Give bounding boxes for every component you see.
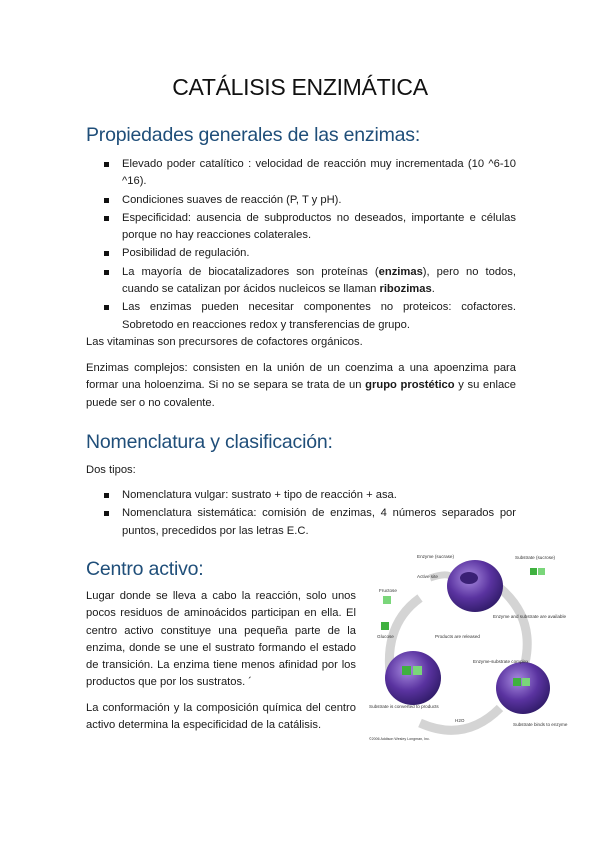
- list-item: Posibilidad de regulación.: [86, 245, 516, 262]
- paragraph-active-site: Lugar donde se lleva a cabo la reacción, solo unos pocos residuos de aminoácidos participan en ella. El centro activo constituye una pequeña parte de la enzima, donde se une el sustrato formando el estado de transición. La enzima tiene menos afinidad por los productos que por los sustratos. ´: [86, 590, 356, 689]
- sucrose-shape: [530, 568, 537, 575]
- active-site-shape: [460, 572, 478, 584]
- list-item: Especificidad: ausencia de subproductos no deseados, importante e células porque no hay reacciones colaterales.: [86, 210, 516, 245]
- paragraph-complex-enzymes: Enzimas complejos: consisten en la unión de un coenzima a una apoenzima para formar una holoenzima. Si no se separa se trata de un grupo prostético y su enlace puede ser o no covalente.: [86, 362, 516, 409]
- list-item: Condiciones suaves de reacción (P, T y pH).: [86, 192, 516, 209]
- label-step4: Products are released: [435, 634, 480, 639]
- list-item: Las enzimas pueden necesitar componentes no proteicos: cofactores. Sobretodo en reacciones redox y transferencias de grupo.: [86, 299, 516, 334]
- enzyme-products-shape: [385, 651, 441, 705]
- label-substrate: Substrate (sucrose): [515, 555, 556, 560]
- properties-list: [86, 156, 516, 335]
- label-water: H2O: [455, 718, 465, 723]
- sucrose-shape: [538, 568, 545, 575]
- label-step1: Enzyme and substrate are available: [493, 614, 567, 619]
- section-heading-active-site: Centro activo:: [86, 558, 204, 580]
- paragraph-vitamins: Las vitaminas son precursores de cofactores orgánicos.: [86, 336, 363, 348]
- page-title: CATÁLISIS ENZIMÁTICA: [172, 74, 428, 100]
- list-item: Elevado poder catalítico : velocidad de reacción muy incrementada (10 ^6-10 ^16).: [86, 156, 516, 191]
- substrate-shape: [513, 678, 521, 686]
- fructose-shape: [383, 596, 391, 604]
- glucose-shape: [381, 622, 389, 630]
- label-active-site: Active site: [417, 574, 438, 579]
- label-fructose: Fructose: [379, 588, 397, 593]
- term-enzimas: enzimas: [378, 265, 423, 278]
- bullet-square-icon: [104, 198, 109, 203]
- product-shape: [402, 666, 411, 675]
- bullet-square-icon: [104, 270, 109, 275]
- section-heading-nomenclature: Nomenclatura y clasificación:: [86, 431, 333, 453]
- enzyme-shape: [447, 560, 503, 612]
- enzyme-substrate-complex-shape: [496, 662, 550, 714]
- list-item: Nomenclatura sistemática: comisión de enzimas, 4 números separados por puntos, precedidos por las letras E.C.: [86, 505, 516, 540]
- list-item: Nomenclatura vulgar: sustrato + tipo de reacción + asa.: [86, 487, 516, 504]
- substrate-shape: [522, 678, 530, 686]
- term-ribozimas: ribozimas: [379, 283, 432, 296]
- nomenclature-list: [86, 487, 516, 541]
- paragraph-two-types: Dos tipos:: [86, 464, 136, 476]
- paragraph-conformation: La conformación y la composición química del centro activo determina la especificidad de la catálisis.: [86, 702, 356, 732]
- bullet-square-icon: [104, 511, 109, 516]
- bullet-square-icon: [104, 162, 109, 167]
- label-enzyme: Enzyme (sucrase): [417, 554, 455, 559]
- bullet-square-icon: [104, 216, 109, 221]
- list-item: La mayoría de biocatalizadores son proteínas (enzimas), pero no todos, cuando se catalizan por ácidos nucleicos se llaman ribozimas.: [86, 264, 516, 299]
- enzyme-cycle-diagram: [365, 548, 568, 748]
- cycle-arrow: [500, 588, 527, 663]
- bullet-square-icon: [104, 251, 109, 256]
- label-glucose: Glucose: [377, 634, 394, 639]
- label-copyright: ©2006 Addison Wesley Longman, Inc.: [369, 737, 430, 741]
- product-shape: [413, 666, 422, 675]
- term-grupo-prostetico: grupo prostético: [365, 379, 455, 392]
- bullet-square-icon: [104, 305, 109, 310]
- label-complex: Enzyme-substrate complex: [473, 659, 529, 664]
- section-heading-properties: Propiedades generales de las enzimas:: [86, 124, 421, 146]
- label-step2: Substrate binds to enzyme: [513, 722, 568, 727]
- label-step3: Substrate is converted to products: [369, 704, 439, 709]
- bullet-square-icon: [104, 493, 109, 498]
